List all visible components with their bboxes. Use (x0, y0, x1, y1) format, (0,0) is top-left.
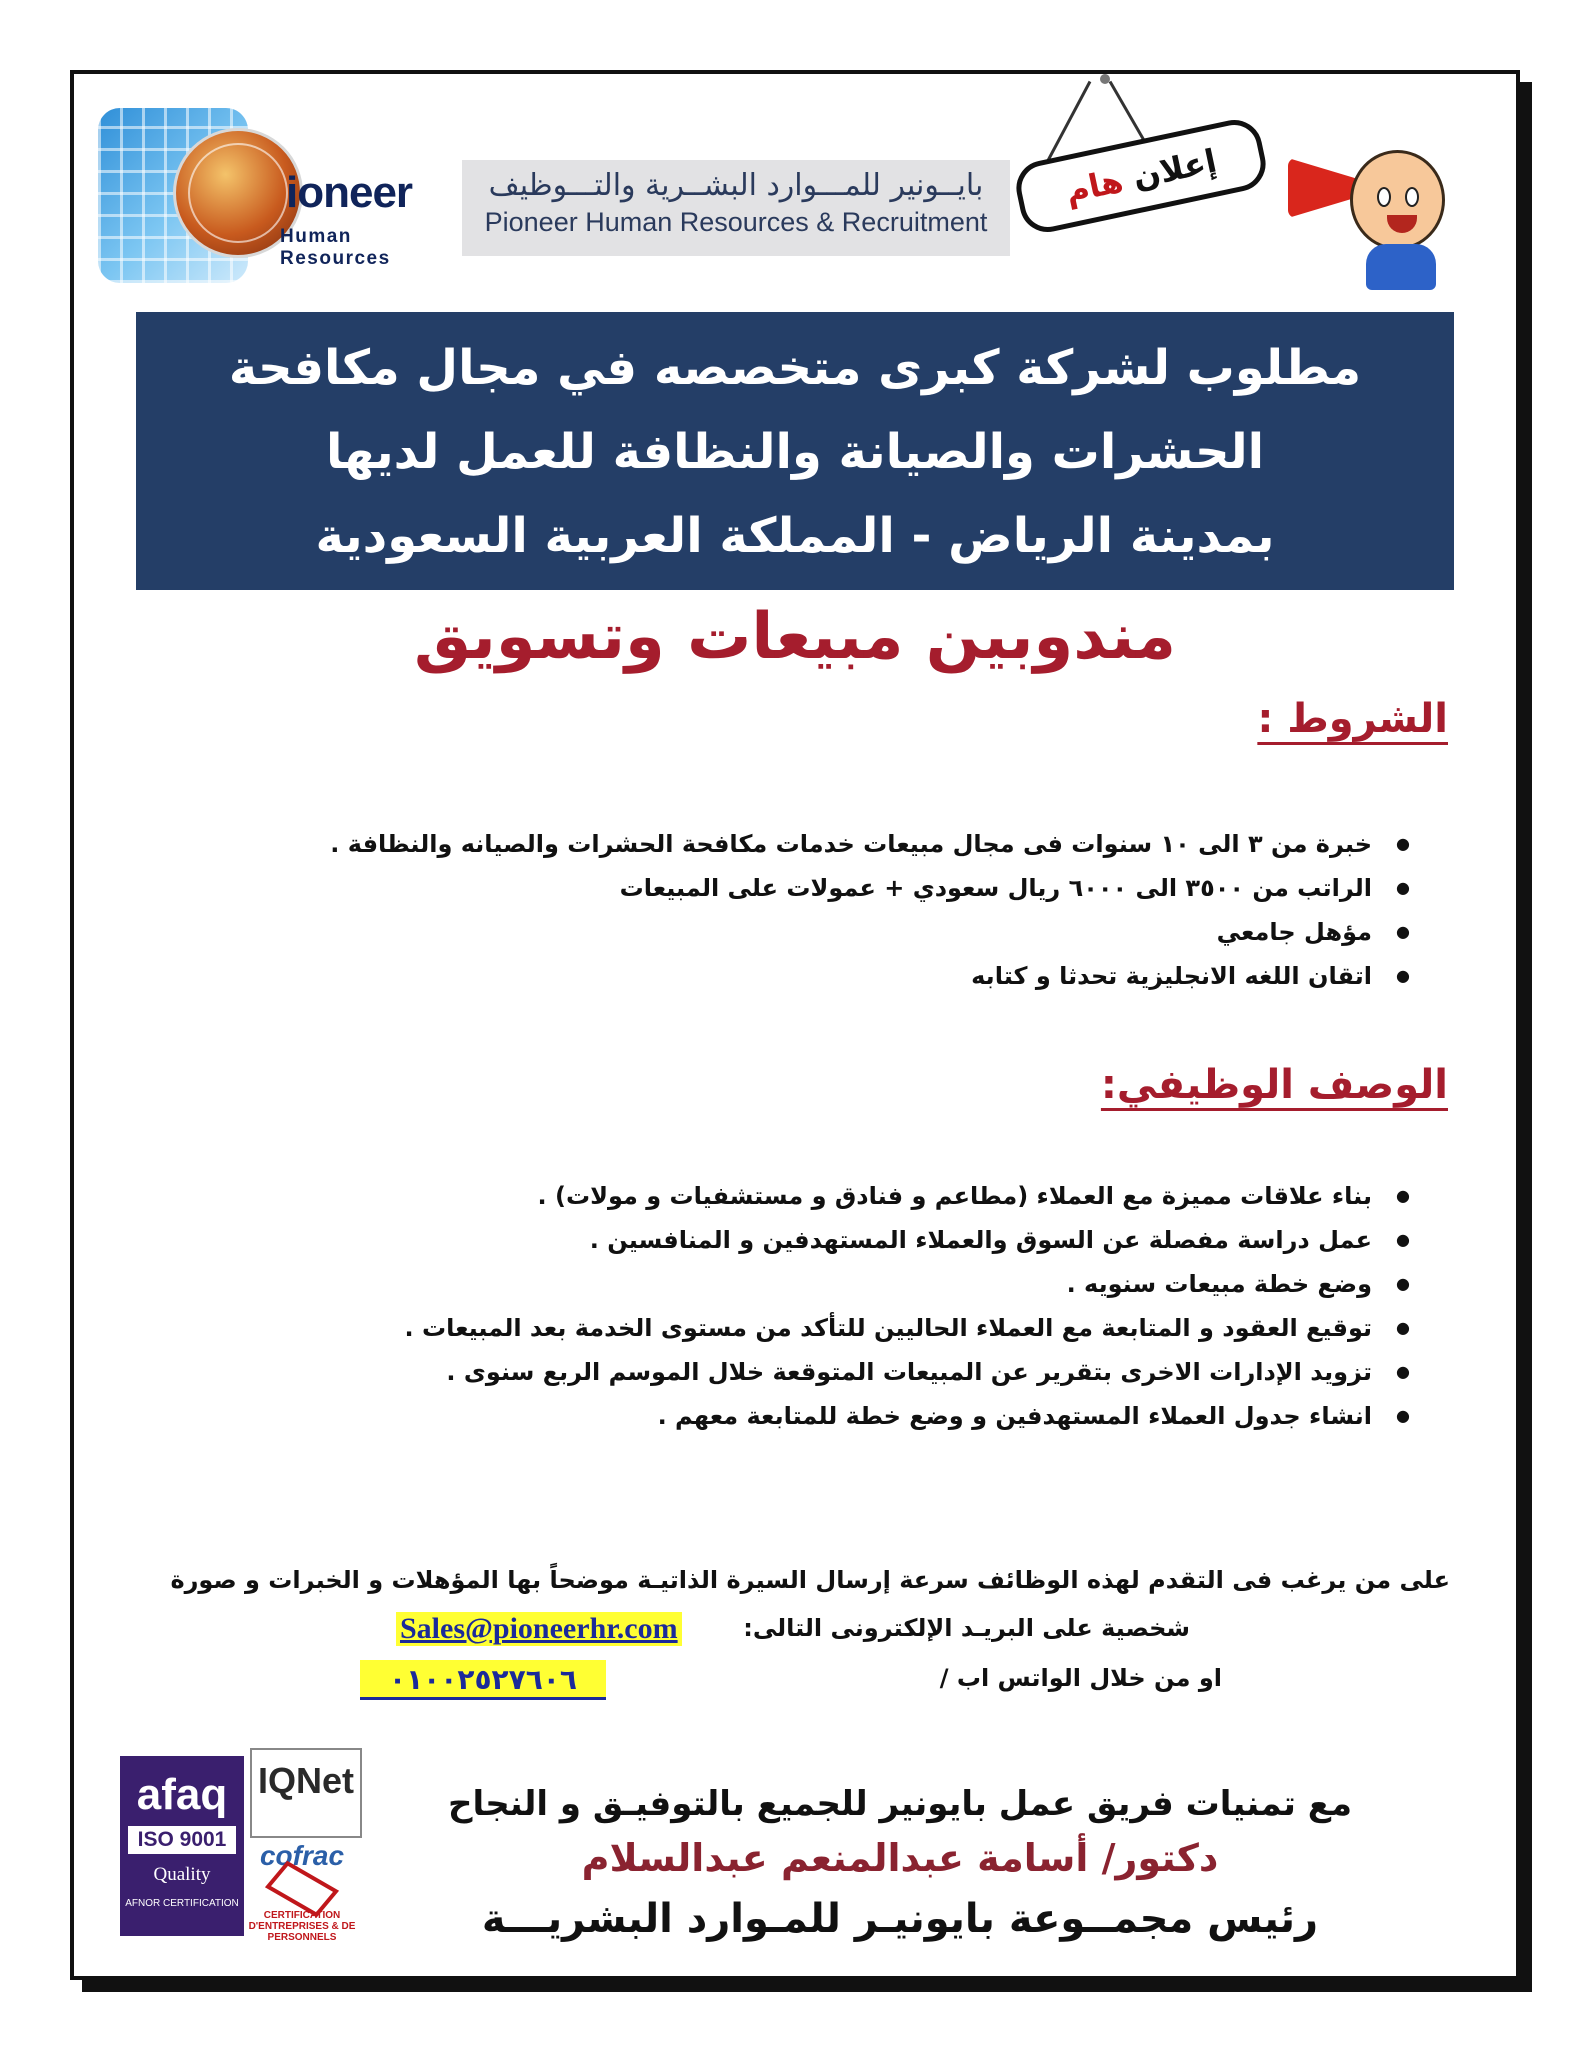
list-item: ● اتقان اللغه الانجليزية تحدثا و كتابه (330, 954, 1410, 998)
list-item: ● تزويد الإدارات الاخرى بتقرير عن المبيعات المتوقعة خلال الموسم الربع سنوى . (404, 1350, 1410, 1394)
list-item: ● عمل دراسة مفصلة عن السوق والعملاء المستهدفين و المنافسين . (404, 1218, 1410, 1262)
list-item: ● مؤهل جامعي (330, 910, 1410, 954)
mascot-face (1350, 150, 1445, 250)
banner-arabic: بايــونير للمـــوارد البشــرية والتـــوظيف (488, 168, 984, 203)
banner-english: Pioneer Human Resources & Recruitment (484, 207, 988, 237)
logo-subtitle: Human Resources (280, 226, 391, 269)
headline-box (136, 312, 1454, 590)
conditions-list (330, 822, 1410, 998)
description-list (404, 1174, 1410, 1438)
list-item: ● توقيع العقود و المتابعة مع العملاء الحاليين للتأكد من مستوى الخدمة بعد المبيعات . (404, 1306, 1410, 1350)
megaphone-icon (1288, 158, 1358, 218)
email-link[interactable]: Sales@pioneerhr.com (396, 1612, 682, 1646)
mascot-body (1366, 244, 1436, 290)
list-item: ● الراتب من ٣٥٠٠ الى ٦٠٠٠ ريال سعودي + عمولات على المبيعات (330, 866, 1410, 910)
list-item: ● بناء علاقات مميزة مع العملاء (مطاعم و فنادق و مستشفيات و مولات) . (404, 1174, 1410, 1218)
company-banner (462, 160, 1010, 256)
whatsapp-phone[interactable]: ٠١٠٠٢٥٢٧٦٠٦ (360, 1660, 606, 1700)
footer-wish: مع تمنيات فريق عمل بايونير للجميع بالتوفيـق و النجاح (448, 1784, 1352, 1824)
mascot-eye (1377, 187, 1391, 207)
afaq-iso-logo: afaq ISO 9001 Quality AFNOR CERTIFICATION (120, 1756, 244, 1936)
logo-wordmark: ioneer (286, 168, 413, 217)
headline-line: الحشرات والصيانة والنظافة للعمل لديها (325, 424, 1265, 480)
footer-role: رئيس مجمــوعة بايونيـر للمـوارد البشريـــة (481, 1896, 1319, 1942)
cofrac-logo: cofrac CERTIFICATION D'ENTREPRISES & DE PERSONNELS (248, 1840, 356, 1943)
headline-line: مطلوب لشركة كبرى متخصصه في مجال مكافحة (228, 340, 1362, 396)
iqnet-logo: IQNet (250, 1748, 362, 1838)
job-title: مندوبين مبيعات وتسويق (414, 600, 1176, 674)
mascot-eye (1405, 187, 1419, 207)
list-item: ● وضع خطة مبيعات سنويه . (404, 1262, 1410, 1306)
mascot-mouth (1387, 215, 1417, 233)
description-heading: الوصف الوظيفي: (1100, 1062, 1448, 1108)
conditions-heading: الشروط : (1257, 696, 1448, 742)
pioneer-logo (98, 108, 418, 288)
list-item: ● انشاء جدول العملاء المستهدفين و وضع خطة للمتابعة معهم . (404, 1394, 1410, 1438)
whatsapp-label: او من خلال الواتس اب / (939, 1664, 1222, 1692)
apply-email-label: شخصية على البريـد الإلكترونى التالى: (743, 1614, 1190, 1642)
headline-line: بمدينة الرياض - المملكة العربية السعودية (315, 508, 1275, 564)
sign-label: إعلان هام (1062, 141, 1220, 211)
footer-name: دكتور/ أسامة عبدالمنعم عبدالسلام (581, 1836, 1219, 1880)
list-item: ● خبرة من ٣ الى ١٠ سنوات فى مجال مبيعات خدمات مكافحة الحشرات والصيانه والنظافة . (330, 822, 1410, 866)
apply-instructions: على من يرغب فى التقدم لهذه الوظائف سرعة إرسال السيرة الذاتيـة موضحاً بها المؤهلات و الخبرات و صورة (170, 1566, 1450, 1594)
megaphone-mascot-icon (1288, 150, 1478, 290)
